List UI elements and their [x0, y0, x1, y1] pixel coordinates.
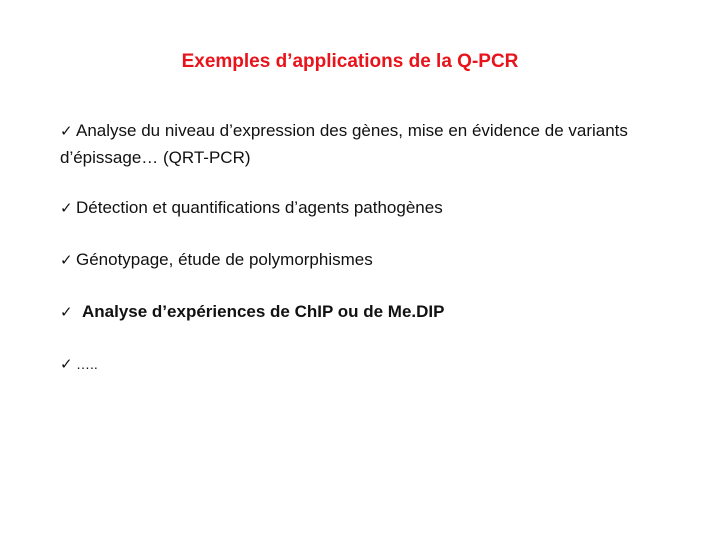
checkmark-icon: ✓ — [60, 252, 73, 269]
checkmark-icon: ✓ — [60, 123, 73, 140]
bullet-text: ….. — [76, 356, 98, 372]
bullet-text: Analyse d’expériences de ChIP ou de Me.DIP — [82, 302, 445, 321]
checkmark-icon: ✓ — [60, 200, 73, 217]
bullet-item — [60, 247, 700, 274]
checkmark-icon: ✓ — [60, 356, 73, 373]
bullet-text: Détection et quantifications d’agents pathogènes — [76, 198, 443, 217]
bullet-item — [60, 299, 700, 326]
bullet-text: Analyse du niveau d’expression des gènes, mise en évidence de variants d’épissage… (QRT-PCR) — [60, 121, 628, 167]
bullet-item — [60, 351, 700, 378]
bullet-item — [60, 195, 700, 222]
checkmark-icon: ✓ — [60, 304, 73, 321]
slide-title: Exemples d’applications de la Q-PCR — [181, 51, 519, 72]
bullet-item — [60, 118, 700, 171]
bullet-text: Génotypage, étude de polymorphismes — [76, 250, 373, 269]
